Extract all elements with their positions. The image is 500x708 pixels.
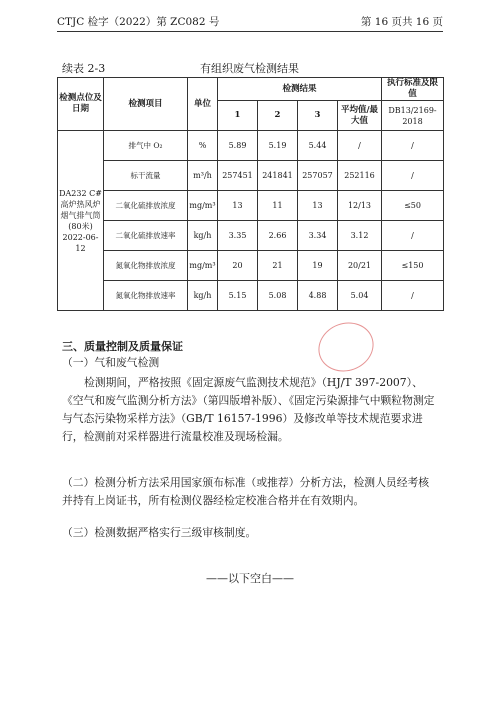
row-value-2: 2.66 bbox=[258, 221, 298, 251]
row-average: 252116 bbox=[338, 161, 382, 191]
row-value-2: 5.08 bbox=[258, 281, 298, 311]
row-average: 5.04 bbox=[338, 281, 382, 311]
row-item: 二氧化硫排放速率 bbox=[104, 221, 188, 251]
page-number: 第 16 页共 16 页 bbox=[360, 16, 443, 28]
row-unit: mg/m³ bbox=[188, 191, 218, 221]
row-limit: / bbox=[382, 131, 444, 161]
row-average: 3.12 bbox=[338, 221, 382, 251]
row-item: 氮氧化物排放速率 bbox=[104, 281, 188, 311]
row-value-1: 5.89 bbox=[218, 131, 258, 161]
row-value-3: 257057 bbox=[298, 161, 338, 191]
header-unit: 单位 bbox=[188, 78, 218, 131]
row-value-1: 20 bbox=[218, 251, 258, 281]
subsection-title: （一）气和废气检测 bbox=[62, 356, 160, 369]
blank-below-marker: ——以下空白—— bbox=[206, 572, 294, 585]
row-item: 氮氧化物排放浓度 bbox=[104, 251, 188, 281]
header-item: 检测项目 bbox=[104, 78, 188, 131]
sampling-point: DA232 C#高炉热风炉烟气排气筒(80米) 2022-06-12 bbox=[58, 131, 104, 311]
row-value-3: 19 bbox=[298, 251, 338, 281]
header-results: 检测结果 bbox=[218, 78, 382, 101]
header-standard-code: DB13/2169-2018 bbox=[382, 101, 444, 131]
row-unit: % bbox=[188, 131, 218, 161]
row-value-1: 13 bbox=[218, 191, 258, 221]
table-row bbox=[58, 131, 444, 161]
header-result-2: 2 bbox=[258, 101, 298, 131]
emission-results-table bbox=[57, 77, 444, 311]
table-row bbox=[58, 161, 444, 191]
row-limit: / bbox=[382, 281, 444, 311]
row-unit: m³/h bbox=[188, 161, 218, 191]
row-value-2: 5.19 bbox=[258, 131, 298, 161]
row-value-1: 5.15 bbox=[218, 281, 258, 311]
header-point: 检测点位及日期 bbox=[58, 78, 104, 131]
report-number: CTJC 检字（2022）第 ZC082 号 bbox=[57, 16, 220, 28]
paragraph-gas-monitoring bbox=[62, 374, 438, 446]
row-value-3: 4.88 bbox=[298, 281, 338, 311]
row-unit: kg/h bbox=[188, 281, 218, 311]
table-row bbox=[58, 251, 444, 281]
row-item: 排气中 O₂ bbox=[104, 131, 188, 161]
row-average: 20/21 bbox=[338, 251, 382, 281]
row-value-3: 5.44 bbox=[298, 131, 338, 161]
row-unit: mg/m³ bbox=[188, 251, 218, 281]
row-value-3: 13 bbox=[298, 191, 338, 221]
row-value-1: 3.35 bbox=[218, 221, 258, 251]
header-divider bbox=[57, 31, 443, 32]
header-result-1: 1 bbox=[218, 101, 258, 131]
row-average: 12/13 bbox=[338, 191, 382, 221]
section-title: 三、质量控制及质量保证 bbox=[62, 340, 183, 353]
row-limit: / bbox=[382, 161, 444, 191]
row-average: / bbox=[338, 131, 382, 161]
row-item: 标干流量 bbox=[104, 161, 188, 191]
header-result-3: 3 bbox=[298, 101, 338, 131]
paragraph-data-review: （三）检测数据严格实行三级审核制度。 bbox=[62, 526, 257, 539]
row-unit: kg/h bbox=[188, 221, 218, 251]
row-value-1: 257451 bbox=[218, 161, 258, 191]
table-continuation-label: 续表 2-3 bbox=[62, 62, 106, 75]
row-value-2: 21 bbox=[258, 251, 298, 281]
header-standard: 执行标准及限值 bbox=[382, 78, 444, 101]
row-value-3: 3.34 bbox=[298, 221, 338, 251]
row-limit: / bbox=[382, 221, 444, 251]
header-average: 平均值/最大值 bbox=[338, 101, 382, 131]
table-title: 有组织废气检测结果 bbox=[200, 62, 299, 75]
row-item: 二氧化硫排放浓度 bbox=[104, 191, 188, 221]
paragraph-analysis-methods: （二）检测分析方法采用国家颁布标准（或推荐）分析方法，检测人员经考核并持有上岗证书，所有检测仪器经检定校准合格并在有效期内。 bbox=[62, 476, 430, 507]
paragraph-text: 检测期间，严格按照《固定源废气监测技术规范》（HJ/T 397-2007）、《空气和废气监测分析方法》（第四版增补版）、《固定污染源排气中颗粒物测定与气态污染物采样方法》（GB/T 16157-1996）及修改单等技术规范要求进行，检测前对采样器进行流量校准及现场检漏。 bbox=[62, 376, 435, 443]
table-row bbox=[58, 191, 444, 221]
table-row bbox=[58, 281, 444, 311]
row-value-2: 241841 bbox=[258, 161, 298, 191]
row-limit: ≤50 bbox=[382, 191, 444, 221]
table-row bbox=[58, 221, 444, 251]
row-limit: ≤150 bbox=[382, 251, 444, 281]
row-value-2: 11 bbox=[258, 191, 298, 221]
